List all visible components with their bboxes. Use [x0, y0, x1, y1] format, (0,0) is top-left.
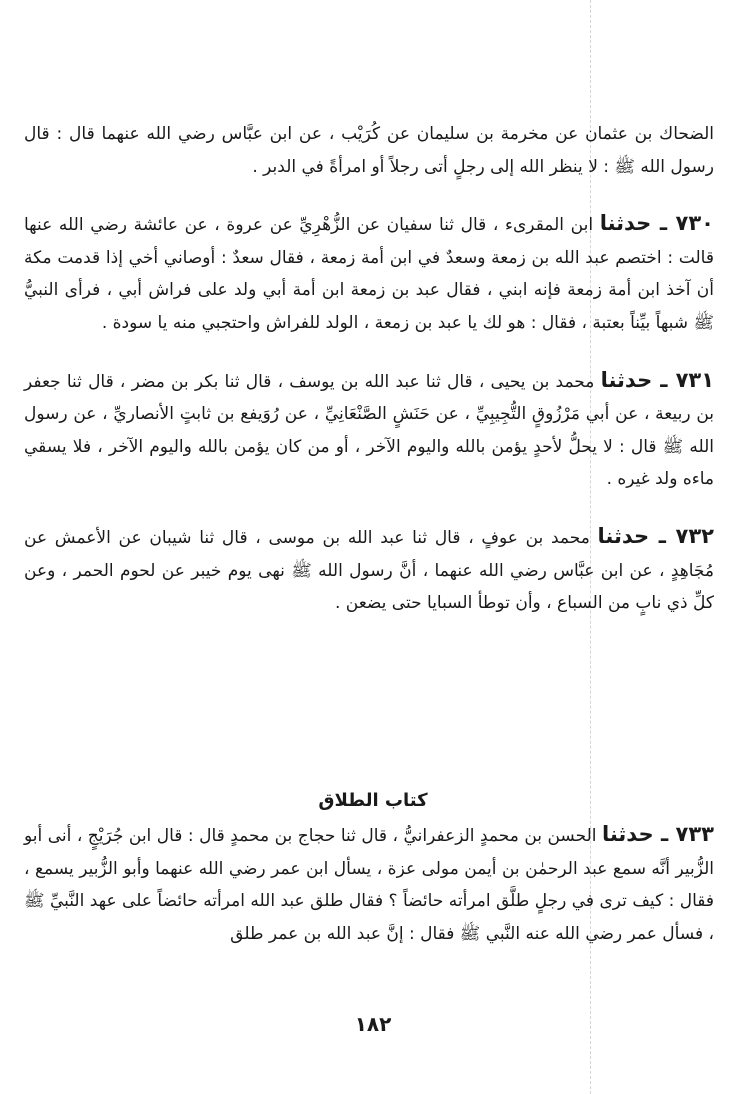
hadith-731	[24, 364, 714, 496]
hadith-732	[24, 520, 714, 620]
hadith-text: محمد بن عوفٍ ، قال ثنا عبد الله بن موسى ، قال ثنا شيبان عن الأعمش عن مُجَاهِدٍ ، عن ابن عبَّاس رضي الله عنهما ، أنَّ رسول الله ﷺ نهى يوم خيبر عن لحوم الحمر ، وعن كلِّ ذي نابٍ من السباع ، وأن توطأ السبايا حتى يضعن .	[24, 527, 714, 614]
hadith-number: ٧٣٣ ـ حدثنا	[601, 822, 714, 846]
hadith-number: ٧٣١ ـ حدثنا	[600, 367, 715, 392]
paragraph-continuation	[24, 118, 714, 183]
hadith-block-lower	[24, 818, 714, 950]
hadith-text: الحسن بن محمدٍ الزعفرانيُّ ، قال ثنا حجاج بن محمدٍ قال : قال ابن جُرَيْجٍ ، أنى أبو الزُّبير أنَّه سمع عبد الرحمٰن بن أيمن مولى عزة ، يسأل ابن عمر رضي الله عنهما وأبو الزُّبير يسمع ، فقال : كيف ترى في رجلٍ طلَّق امرأته حائضاً ؟ فقال طلق عبد الله امرأته حائضاً على عهد النَّبيِّ ﷺ ، فسأل عمر رضي الله عنه النَّبي ﷺ فقال : إنَّ عبد الله بن عمر طلق	[24, 826, 714, 944]
hadith-text: ابن المقرىء ، قال ثنا سفيان عن الزُّهْرِيِّ عن عروة ، عن عائشة رضي الله عنها قالت : اختصم عبد الله بن زمعة وسعدٌ في ابن أمة زمعة ، فقال سعدٌ : أوصاني أخي إذا قدمت مكة أن آخذ ابن أمة زمعة فإنه ابني ، فقال عبد بن زمعة ابن أمة أبي ولد على فراش أبي ، فرأى النبيُّ ﷺ شبهاً بيِّناً بعتبة ، فقال : هو لك يا عبد بن زمعة ، الولد للفراش واحتجبي منه يا سودة .	[24, 215, 714, 333]
paragraph-text: الضحاك بن عثمان عن مخرمة بن سليمان عن كُرَيْب ، عن ابن عبَّاس رضي الله عنهما قال : قال رسول الله ﷺ : لا ينظر الله إلى رجلٍ أتى رجلاً أو امرأةً في الدبر .	[24, 124, 714, 177]
hadith-730	[24, 207, 714, 339]
chapter-title: كتاب الطلاق	[318, 790, 428, 811]
hadith-text: محمد بن يحيى ، قال ثنا عبد الله بن يوسف ، قال ثنا بكر بن مضر ، قال ثنا جعفر بن ربيعة ، عن أبي مَرْزُوقٍ التُّجِيبِيِّ ، عن حَنَشٍ الصَّنْعَانِيِّ ، عن رُوَيفع بن ثابتٍ الأنصاريِّ ، عن رسول الله ﷺ قال : لا يحلُّ لأحدٍ يؤمن بالله واليوم الآخر ، أو من كان يؤمن بالله واليوم الآخر ، فلا يسقي ماءه ولد غيره .	[24, 371, 714, 490]
hadith-number: ٧٣٠ ـ حدثنا	[599, 211, 714, 236]
page-number: ١٨٢	[354, 1012, 392, 1036]
hadith-number: ٧٣٢ ـ حدثنا	[597, 523, 714, 548]
hadith-block-upper	[24, 118, 714, 620]
hadith-733	[24, 818, 714, 950]
